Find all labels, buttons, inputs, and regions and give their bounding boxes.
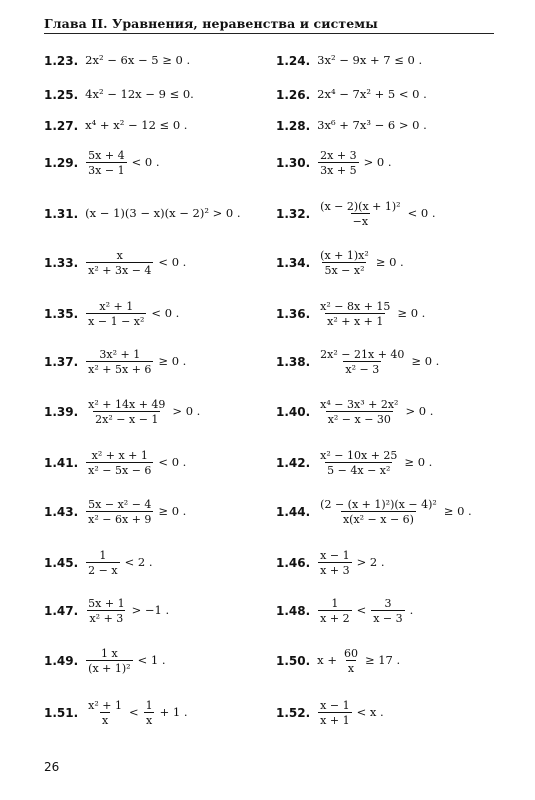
problem-number: 1.46.	[276, 556, 311, 570]
fraction	[318, 201, 402, 227]
problem-item	[276, 349, 441, 375]
problem-expression	[83, 301, 181, 327]
expression-suffix: ≥ 17 .	[364, 653, 401, 668]
fraction-denominator: (x + 1)²	[88, 662, 131, 675]
fraction-denominator: x + 3	[320, 564, 350, 577]
problem-expression	[83, 349, 188, 375]
problem-expression	[83, 450, 188, 476]
expression-prefix: x +	[317, 653, 337, 668]
problem-expression	[315, 648, 402, 674]
expression-suffix: < 0 .	[158, 255, 187, 270]
fraction-numerator: x² + 14x + 49	[88, 398, 166, 411]
fraction-denominator: x + 2	[320, 612, 350, 625]
fraction-numerator: 5x + 1	[88, 597, 125, 610]
fraction-numerator: x² − 10x + 25	[320, 449, 398, 462]
fraction-numerator: 2x + 3	[320, 149, 357, 162]
fraction	[86, 700, 124, 726]
expression-suffix: < 0 .	[407, 206, 436, 221]
expression-suffix: ≥ 0 .	[397, 306, 426, 321]
problem-expression	[83, 598, 171, 624]
expression-suffix: > 0 .	[363, 155, 392, 170]
fraction-numerator: 5x + 4	[88, 149, 125, 162]
problem-expression	[315, 399, 435, 425]
problem-number: 1.45.	[44, 556, 79, 570]
problem-expression	[315, 55, 424, 67]
fraction-numerator: 3	[384, 597, 392, 610]
fraction	[86, 499, 153, 525]
problem-item	[44, 208, 243, 220]
fraction-denominator: x − 1 − x²	[88, 315, 145, 328]
fraction-numerator: x − 1	[320, 549, 350, 562]
problem-item	[44, 700, 190, 726]
expression-suffix: > −1 .	[131, 603, 170, 618]
fraction	[318, 499, 439, 525]
chapter-header: Глава II. Уравнения, неравенства и системы	[44, 16, 494, 34]
problem-number: 1.26.	[276, 88, 311, 102]
expression-suffix: ≥ 0 .	[443, 504, 472, 519]
expression-suffix: < 2 .	[124, 555, 153, 570]
fraction-denominator: x(x² − x − 6)	[342, 513, 414, 526]
fraction-denominator: x + 1	[320, 714, 350, 727]
fraction-denominator: −x	[352, 215, 369, 228]
expression-suffix: ≥ 0 .	[411, 354, 440, 369]
expression-text: 4x² − 12x − 9 ≤ 0.	[85, 87, 194, 102]
problem-item	[276, 598, 415, 624]
fraction	[144, 700, 155, 726]
expression-suffix: + 1 .	[159, 705, 188, 720]
problem-number: 1.40.	[276, 405, 311, 419]
expression-text: 3x² − 9x + 7 ≤ 0 .	[317, 53, 423, 68]
fraction-denominator: x² − 6x + 9	[88, 513, 152, 526]
problem-number: 1.24.	[276, 54, 311, 68]
problem-expression	[315, 450, 434, 476]
fraction	[318, 700, 351, 726]
problem-expression	[83, 150, 161, 176]
expression-suffix: ≥ 0 .	[375, 255, 404, 270]
problem-expression	[83, 700, 189, 726]
fraction-denominator: 5 − 4x − x²	[327, 464, 391, 477]
expression-suffix: ≥ 0 .	[158, 504, 187, 519]
expression-suffix: ≥ 0 .	[158, 354, 187, 369]
fraction-numerator: (x + 1)x²	[320, 249, 369, 262]
problem-item	[44, 120, 189, 132]
fraction-numerator: x² + 1	[88, 699, 122, 712]
fraction	[318, 598, 351, 624]
problem-expression	[315, 499, 474, 525]
problem-number: 1.33.	[44, 256, 79, 270]
fraction	[318, 150, 358, 176]
expression-text: (x − 1)(3 − x)(x − 2)² > 0 .	[85, 206, 241, 221]
problem-item	[44, 349, 188, 375]
problem-item	[44, 499, 188, 525]
problem-number: 1.39.	[44, 405, 79, 419]
problem-item	[44, 250, 188, 276]
problem-number: 1.31.	[44, 207, 79, 221]
fraction-denominator: x² + 3	[89, 612, 124, 625]
problem-expression	[83, 399, 202, 425]
expression-text: 3x⁶ + 7x³ − 6 > 0 .	[317, 118, 427, 133]
fraction-denominator: 5x − x²	[324, 264, 365, 277]
fraction-denominator: 3x + 5	[320, 164, 357, 177]
problem-item	[276, 55, 424, 67]
problem-number: 1.50.	[276, 654, 311, 668]
problem-expression	[315, 250, 406, 276]
problem-expression	[315, 120, 429, 132]
fraction-denominator: x − 3	[373, 612, 403, 625]
problem-number: 1.25.	[44, 88, 79, 102]
expression-suffix: < 0 .	[151, 306, 180, 321]
fraction	[86, 150, 126, 176]
problem-item	[44, 598, 171, 624]
problem-item	[276, 648, 402, 674]
problem-number: 1.51.	[44, 706, 79, 720]
problem-number: 1.30.	[276, 156, 311, 170]
problem-number: 1.37.	[44, 355, 79, 369]
expression-suffix: .	[409, 603, 414, 618]
fraction-numerator: (x − 2)(x + 1)²	[320, 200, 401, 213]
problem-expression	[315, 598, 415, 624]
problem-expression	[315, 201, 437, 227]
problem-expression	[315, 301, 427, 327]
problem-number: 1.43.	[44, 505, 79, 519]
fraction-numerator: 1 x	[101, 647, 118, 660]
problem-item	[44, 550, 155, 576]
fraction-denominator: x² + 3x − 4	[88, 264, 152, 277]
fraction	[86, 349, 153, 375]
fraction-numerator: x − 1	[320, 699, 350, 712]
expression-suffix: < 0 .	[158, 455, 187, 470]
fraction-denominator: 2 − x	[88, 564, 118, 577]
fraction	[318, 250, 371, 276]
problem-number: 1.35.	[44, 307, 79, 321]
problem-number: 1.29.	[44, 156, 79, 170]
problem-number: 1.44.	[276, 505, 311, 519]
problem-expression	[315, 550, 386, 576]
problem-item	[44, 55, 192, 67]
fraction-numerator: x² + x + 1	[91, 449, 148, 462]
problem-number: 1.48.	[276, 604, 311, 618]
problem-item	[44, 450, 188, 476]
expression-suffix: > 0 .	[172, 404, 201, 419]
problem-item	[276, 250, 406, 276]
expression-suffix: > 2 .	[356, 555, 385, 570]
expression-text: 2x⁴ − 7x² + 5 < 0 .	[317, 87, 427, 102]
problem-expression	[83, 208, 242, 220]
problem-item	[44, 301, 181, 327]
fraction-numerator: 5x − x² − 4	[88, 498, 152, 511]
problem-item	[276, 399, 435, 425]
fraction	[318, 450, 399, 476]
expression-suffix: ≥ 0 .	[404, 455, 433, 470]
problem-expression	[83, 648, 167, 674]
problem-expression	[315, 89, 429, 101]
fraction-numerator: x⁴ − 3x³ + 2x²	[320, 398, 399, 411]
page-number: 26	[44, 760, 60, 774]
problem-number: 1.23.	[44, 54, 79, 68]
fraction-numerator: 1	[99, 549, 107, 562]
fraction-numerator: x	[116, 249, 123, 262]
fraction-numerator: (2 − (x + 1)²)(x − 4)²	[320, 498, 437, 511]
problem-item	[276, 499, 474, 525]
fraction	[342, 648, 360, 674]
fraction-numerator: 1	[331, 597, 339, 610]
problem-number: 1.28.	[276, 119, 311, 133]
fraction	[86, 598, 126, 624]
problem-number: 1.38.	[276, 355, 311, 369]
fraction-denominator: x	[347, 662, 355, 675]
problem-item	[276, 450, 434, 476]
fraction	[318, 349, 406, 375]
problem-expression	[83, 89, 196, 101]
expression-suffix: > 0 .	[405, 404, 434, 419]
problem-item	[276, 301, 427, 327]
fraction-denominator: x	[101, 714, 109, 727]
fraction-numerator: 60	[343, 647, 358, 660]
problem-number: 1.47.	[44, 604, 79, 618]
problem-number: 1.41.	[44, 456, 79, 470]
fraction	[318, 550, 351, 576]
expression-text: x⁴ + x² − 12 ≤ 0 .	[85, 118, 188, 133]
problem-item	[44, 648, 168, 674]
problem-expression	[315, 150, 393, 176]
problem-number: 1.42.	[276, 456, 311, 470]
fraction-denominator: x² + x + 1	[327, 315, 384, 328]
fraction-denominator: x² − x − 30	[327, 413, 391, 426]
problem-item	[44, 150, 162, 176]
fraction	[86, 648, 132, 674]
relation-sign: <	[356, 603, 367, 618]
problem-item	[276, 150, 394, 176]
fraction-numerator: 2x² − 21x + 40	[320, 348, 405, 361]
fraction	[86, 250, 153, 276]
problem-expression	[83, 55, 192, 67]
fraction-numerator: 1	[145, 699, 153, 712]
problem-expression	[83, 250, 188, 276]
problem-item	[276, 550, 387, 576]
expression-suffix: < x .	[356, 705, 384, 720]
fraction-numerator: x² − 8x + 15	[320, 300, 391, 313]
problem-number: 1.32.	[276, 207, 311, 221]
problem-item	[276, 89, 429, 101]
problem-number: 1.34.	[276, 256, 311, 270]
expression-suffix: < 0 .	[131, 155, 160, 170]
fraction-denominator: 3x − 1	[88, 164, 125, 177]
problem-number: 1.36.	[276, 307, 311, 321]
problem-expression	[83, 550, 154, 576]
problem-item	[276, 201, 438, 227]
fraction	[318, 399, 400, 425]
problem-expression	[315, 700, 386, 726]
fraction-denominator: x	[146, 714, 153, 727]
problem-number: 1.52.	[276, 706, 311, 720]
fraction	[86, 550, 119, 576]
problem-expression	[83, 499, 188, 525]
fraction	[371, 598, 404, 624]
fraction	[86, 450, 153, 476]
fraction	[318, 301, 392, 327]
problem-expression	[315, 349, 441, 375]
expression-suffix: < 1 .	[137, 653, 166, 668]
fraction	[86, 301, 146, 327]
fraction-denominator: x² + 5x + 6	[88, 363, 152, 376]
problem-expression	[83, 120, 189, 132]
fraction	[86, 399, 167, 425]
problem-item	[44, 89, 196, 101]
relation-sign: <	[129, 705, 139, 720]
problem-item	[276, 120, 429, 132]
fraction-denominator: x² − 5x − 6	[88, 464, 152, 477]
problem-item	[44, 399, 202, 425]
fraction-denominator: x² − 3	[345, 363, 380, 376]
problem-number: 1.27.	[44, 119, 79, 133]
fraction-numerator: 3x² + 1	[99, 348, 141, 361]
problem-item	[276, 700, 386, 726]
problem-number: 1.49.	[44, 654, 79, 668]
expression-text: 2x² − 6x − 5 ≥ 0 .	[85, 53, 191, 68]
fraction-numerator: x² + 1	[99, 300, 134, 313]
fraction-denominator: 2x² − x − 1	[95, 413, 159, 426]
